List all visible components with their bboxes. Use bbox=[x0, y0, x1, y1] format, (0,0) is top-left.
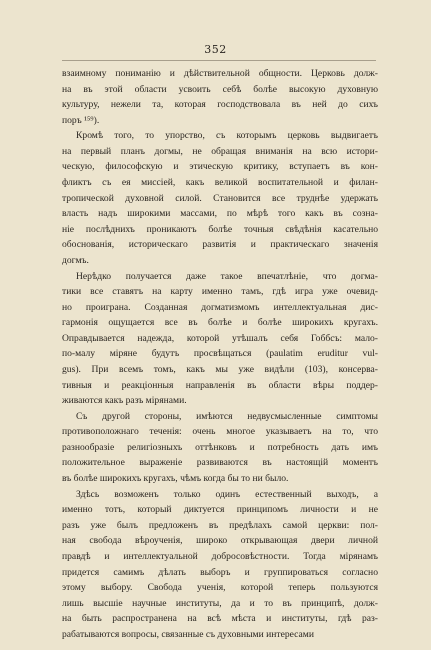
text-line: по-малу міряне будутъ просвѣщаться (paulatim eruditur vul- bbox=[62, 348, 378, 360]
text-line: гармонія ощущается все въ болѣе и болѣе широкихъ кругахъ. bbox=[62, 317, 378, 329]
text-line: ная свобода вѣроученія, широко открывающая двери личной bbox=[62, 535, 378, 547]
text-line: Кромѣ того, то упорство, съ которымъ церковь выдвигаетъ bbox=[76, 130, 378, 142]
page-number: 352 bbox=[204, 43, 227, 56]
text-line: тивныя и реакціонныя направленія въ области вѣры поддер- bbox=[62, 379, 378, 391]
text-line: догмъ. bbox=[62, 254, 89, 266]
text-line: тики все ставятъ на карту именно тамъ, гдѣ игра уже очевид- bbox=[62, 286, 378, 298]
text-line: ческую, философскую и этическую критику, вступаетъ въ кон- bbox=[62, 161, 378, 173]
text-line: культуру, нежели та, которая господствовала въ ней до сихъ bbox=[62, 99, 378, 111]
text-line: придется самимъ дѣлать выборъ и группироваться согласно bbox=[62, 566, 378, 578]
text-line: ніе послѣднихъ проникаютъ болѣе точныя свѣдѣнія касательно bbox=[62, 223, 378, 235]
text-line: рабатываются вопросы, связанные съ духовными интересами bbox=[62, 628, 314, 640]
text-line: Съ другой стороны, имѣются недвусмысленные симптомы bbox=[76, 410, 378, 422]
text-line: живаются какъ разъ мірянами. bbox=[62, 395, 187, 407]
text-line: Здѣсь возможенъ только одинъ естественный выходъ, а bbox=[76, 488, 378, 500]
text-line: на первый планъ догмы, не обращая вниманія на всю истори- bbox=[62, 145, 378, 157]
body-text bbox=[62, 66, 378, 642]
text-line: поръ ¹⁵⁹). bbox=[62, 114, 100, 126]
header-rule bbox=[62, 60, 376, 61]
text-line: фликтъ съ ея миссіей, какъ великой воспитательной и филан- bbox=[62, 177, 378, 189]
text-line: gus). При всемъ томъ, какъ мы уже видѣли (103), консерва- bbox=[62, 363, 378, 375]
text-line: обоснованія, историческаго развитія и практическаго значенія bbox=[62, 239, 378, 251]
text-line: тропической духовной силой. Становится все труднѣе удержать bbox=[62, 192, 378, 204]
text-line: разъ уже былъ предложенъ въ предѣлахъ самой церкви: пол- bbox=[62, 519, 378, 531]
text-line: на въ этой области усвоить себѣ болѣе высокую духовную bbox=[62, 83, 378, 95]
text-line: правдѣ и интеллектуальной добросовѣстности. Тогда мірянамъ bbox=[62, 550, 378, 562]
text-line: этому выбору. Свобода ученія, которой теперь пользуются bbox=[62, 582, 378, 594]
text-line: лишь высшіе научные институты, да и то въ принципѣ, долж- bbox=[62, 597, 378, 609]
text-line: но проиграна. Созданная догматизмомъ интеллектуальная дис- bbox=[62, 301, 378, 313]
text-line: взаимному пониманію и дѣйствительной общности. Церковь долж- bbox=[62, 68, 378, 79]
text-line: власть надъ широкими массами, по мѣрѣ того какъ въ созна- bbox=[62, 208, 378, 220]
text-line: Оправдывается надежда, которой утѣшалъ себя Гоббсъ: мало- bbox=[62, 332, 378, 344]
text-line: Нерѣдко получается даже такое впечатлѣніе, что догма- bbox=[76, 270, 378, 282]
text-line: положительное выраженіе развиваются въ настоящій моментъ bbox=[62, 457, 378, 469]
text-line: на быть распространена на всѣ мѣста и институты, гдѣ раз- bbox=[62, 613, 378, 625]
text-line: противоположнаго теченія: очень многое указываетъ на то, что bbox=[62, 426, 378, 438]
text-line: именно тотъ, который диктуется принципомъ личности и не bbox=[62, 504, 378, 516]
text-line: въ болѣе широкихъ кругахъ, чѣмъ когда бы то ни было. bbox=[62, 473, 289, 485]
text-line: разнообразіе религіозныхъ оттѣнковъ и потребность дать имъ bbox=[62, 441, 378, 453]
